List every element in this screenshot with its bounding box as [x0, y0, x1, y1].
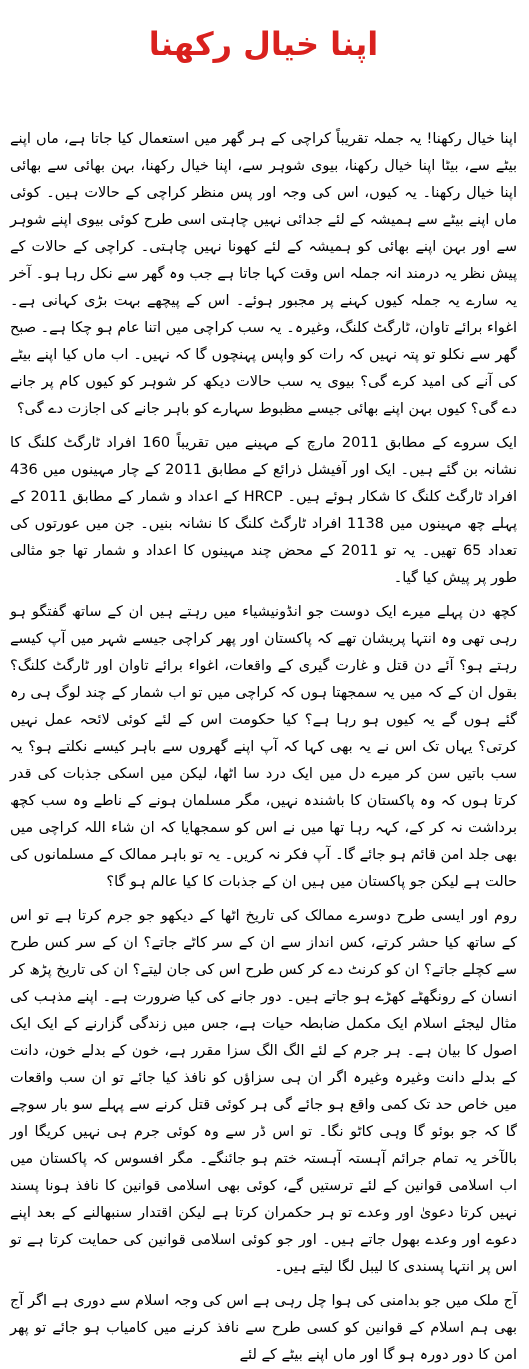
paragraph-statistics: ایک سروے کے مطابق 2011 مارچ کے مہینے میں تقریباً 160 افراد ٹارگٹ کلنگ کا نشانہ بن گئے ہیں۔ ایک اور آفیشل ذرائع کے مطابق 2011 کے چار مہینوں میں 436 افراد ٹارگٹ کلنگ کا شکار ہوئے ہیں۔ HRCP کے اعداد و شمار کے مطابق 2011 کے پہلے چھ مہینوں میں 1138 افراد ٹارگٹ کلنگ کا نشانہ بنیں۔ جن میں عورتوں کی تعداد 65 تھیں۔ یہ تو 2011 کے محض چند مہینوں کا اعداد و شمار تھا جو مثالی طور پر پیش کیا گیا۔	[10, 435, 518, 586]
paragraph-history-islamic-law: روم اور ایسی طرح دوسرے ممالک کی تاریخ اٹھا کے دیکھو جو جرم کرتا ہے تو اس کے ساتھ کیا حشر کرتے، کس انداز سے ان کے سر کاٹے جاتے؟ ان کے سر کس طرح سے کچلے جاتے؟ ان کو کرنٹ دے کر کس طرح اس کی جان لیتے؟ ان کی تاریخ پڑھ کر انسان کے رونگھٹے کھڑے ہو جاتے ہیں۔ دور جانے کی کیا ضرورت ہے۔ اپنے مذہب کی مثال لیجئے اسلام ایک مکمل ضابطہ حیات ہے، جس میں زندگی گزارنے کے ایک ایک اصول کا بیان ہے۔ ہر جرم کے لئے الگ الگ سزا مقرر ہے، خون کے بدلے خون، دانت کے بدلے دانت وغیرہ وغیرہ اگر ان ہی سزاؤں کو نافذ کیا جائے تو ان سب واقعات میں خاص حد تک کمی واقع ہو جائے گی ہر کوئی قتل کرنے سے پہلے سو بار سوچے گا کہ جو بوئو گا وہی کاٹو نگا۔ تو اس ڈر سے وہ کوئی جرم ہی نہیں کریگا اور بالآخر یہ تمام جرائم آہستہ آہستہ ختم ہو جائنگے۔ مگر افسوس کہ پاکستان میں اب اسلامی قوانین کے لئے ترستیں گے، کوئی بھی اسلامی قوانین کا نافذ ہونا پسند نہیں کرتا دعویٰ اور وعدے تو ہر حکمران کرتا ہے لیکن اقتدار سنبھالنے کے بعد اپنے دعوے اور وعدے بھول جاتے ہیں۔ اور جو کوئی اسلامی قوانین کی حمایت کرتا ہے تو اس پر انتہا پسندی کا لیبل لگا لیتے ہیں۔	[10, 908, 517, 1275]
article-title: اپنا خیال رکھنا	[148, 25, 379, 63]
paragraph-intro: اپنا خیال رکھنا! یہ جملہ تقریباً کراچی کے ہر گھر میں استعمال کیا جاتا ہے، ماں اپنے بیٹے سے، بیٹا اپنا خیال رکھنا، بیوی شوہر سے، اپنا خیال رکھنا، بہن بھائی سے بھائی اپنا خیال رکھنا۔ یہ کیوں، اس کی وجہ اور پس منظر کراچی کے حالات ہیں۔ کوئی ماں اپنے بیٹے سے ہمیشہ کے لئے جدائی نہیں چاہتی اسی طرح کوئی بیوی اپنے شوہر سے اور بہن اپنے بھائی کو ہمیشہ کے لئے کھونا نہیں چاہتی۔ کراچی کے حالات کے پیش نظر یہ درمند انہ جملہ اس وقت کہا جاتا ہے جب وہ گھر سے نکل رہا ہو۔ آخر یہ سارے یہ جملہ کیوں کہنے پر مجبور ہوئے۔ اس کے پیچھے بہت بڑی کہانی ہے۔ اغواء برائے تاوان، ٹارگٹ کلنگ، وغیرہ۔ یہ سب کراچی میں اتنا عام ہو چکا ہے۔ صبح گھر سے نکلو تو پتہ نہیں کہ رات کو واپس پہنچوں گا کہ نہیں۔ اب ماں کیا اپنے بیٹے کی آنے کی امید کرے گی؟ بیوی یہ سب حالات دیکھ کر شوہر کو کیوں کام پر جانے دے گی؟ کیوں بہن اپنے بھائی جیسے مظبوط سہارے کو باہر جانے کی اجازت دے گی؟	[10, 131, 517, 417]
paragraph-friend-conversation: کچھ دن پہلے میرے ایک دوست جو انڈونیشیاء میں رہتے ہیں ان کے ساتھ گفتگو ہو رہی تھی وہ انتہا پریشان تھے کہ پاکستان اور پھر کراچی جیسے شہر میں آپ کیسے رہتے ہو؟ آئے دن قتل و غارت گیری کے واقعات، اغواء برائے تاوان اور ٹارگٹ کلنگ؟ بقول ان کے کہ میں یہ سمجھتا ہوں کہ کراچی میں تو اب شمار کے چند لوگ ہی رہ گئے ہوں گے یہ کیوں ہو رہا ہے؟ کیا حکومت اس کے لئے کوئی لائحہ عمل نہیں کرتی؟ یہاں تک اس نے یہ بھی کہا کہ آپ اپنے گھروں سے باہر کیسے نکلتے ہو؟ یہ سب باتیں سن کر میرے دل میں ایک درد سا اٹھا، لیکن میں اسکی جذبات کی قدر کرتا ہوں کہ وہ پاکستان کا باشندہ نہیں، مگر مسلمان ہونے کے ناطے وہ سب کچھ برداشت نہ کر کے، کہہ رہا تھا میں نے اس کو سمجھایا کہ ان شاء اللہ کراچی میں بھی جلد امن قائم ہو جائے گا۔ آپ فکر نہ کریں۔ یہ تو باہر ممالک کے مسلمانوں کی حالت ہے لیکن جو پاکستان میں ہیں ان کے جذبات کا کیا عالم ہو گا؟	[10, 604, 517, 890]
paragraph-conclusion: آج ملک میں جو بدامنی کی ہوا چل رہی ہے اس کی وجہ اسلام سے دوری ہے اگر آج بھی ہم اسلام کے قوانین کو کسی طرح سے نافذ کرنے میں کامیاب ہو جائے تو پھر امن کا دور دورہ ہو گا اور ماں اپنے بیٹے کے لئے	[10, 1293, 517, 1363]
article-body	[10, 126, 517, 1369]
